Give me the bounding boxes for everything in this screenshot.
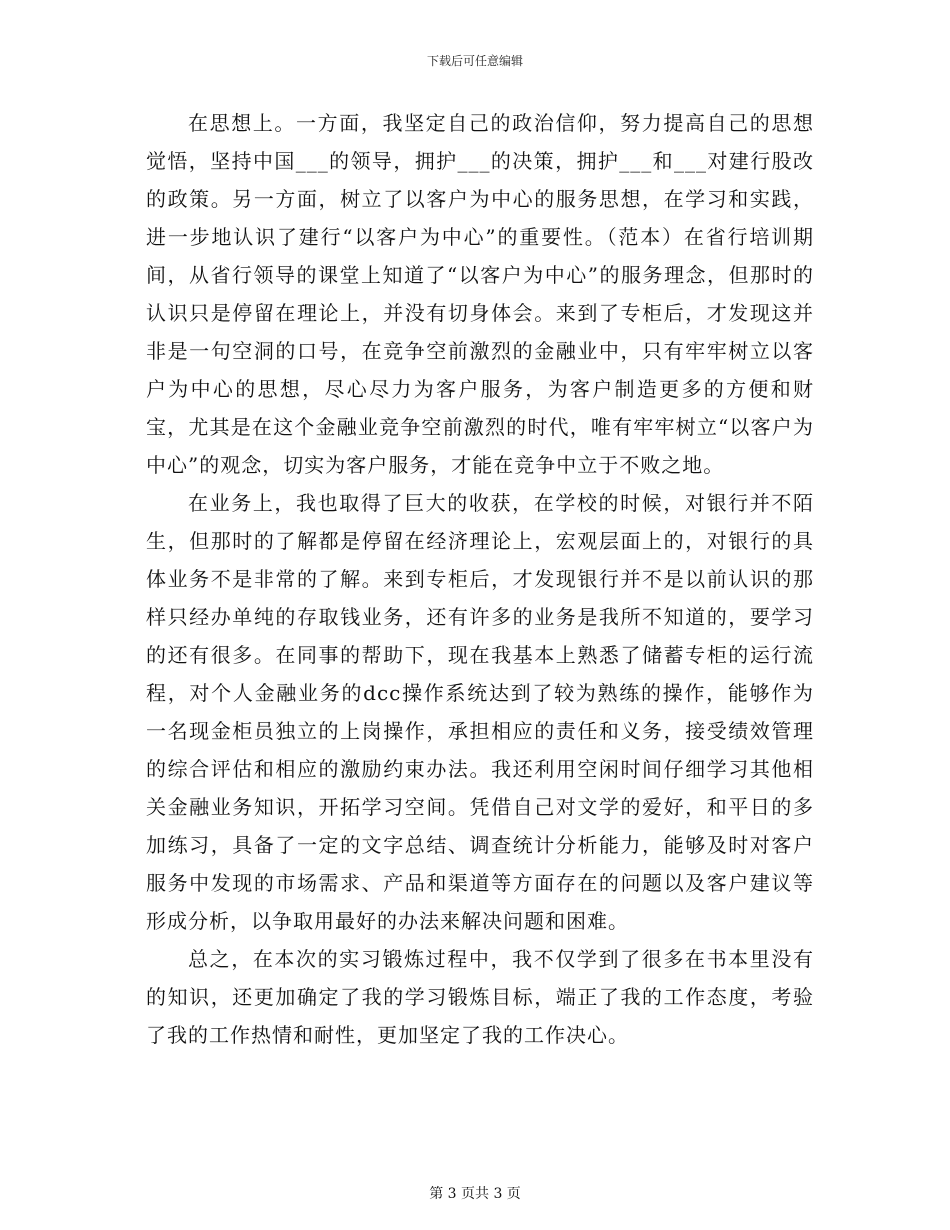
page-number: 第 3 页共 3 页	[429, 1186, 521, 1202]
paragraph-thought: 在思想上。一方面，我坚定自己的政治信仰，努力提高自己的思想觉悟，坚持中国___的领导，拥护___的决策，拥护___和___对建行股改的政策。另一方面，树立了以客户为中心的服务思想，在学习和实践，进一步地认识了建行“以客户为中心”的重要性。（范本）在省行培训期间，从省行领导的课堂上知道了“以客户为中心”的服务理念，但那时的认识只是停留在理论上，并没有切身体会。来到了专柜后，才发现这并非是一句空洞的口号，在竞争空前激烈的金融业中，只有牢牢树立以客户为中心的思想，尽心尽力为客户服务，为客户制造更多的方便和财宝，尤其是在这个金融业竞争空前激烈的时代，唯有牢牢树立“以客户为中心”的观念，切实为客户服务，才能在竞争中立于不败之地。	[146, 111, 814, 477]
paragraph-conclusion: 总之，在本次的实习锻炼过程中，我不仅学到了很多在书本里没有的知识，还更加确定了我的学习锻炼目标，端正了我的工作态度，考验了我的工作热情和耐性，更加坚定了我的工作决心。	[146, 947, 814, 1047]
paragraph-business: 在业务上，我也取得了巨大的收获，在学校的时候，对银行并不陌生，但那时的了解都是停留在经济理论上，宏观层面上的，对银行的具体业务不是非常的了解。来到专柜后，才发现银行并不是以前认识的那样只经办单纯的存取钱业务，还有许多的业务是我所不知道的，要学习的还有很多。在同事的帮助下，现在我基本上熟悉了储蓄专柜的运行流程，对个人金融业务的dcc操作系统达到了较为熟练的操作，能够作为一名现金柜员独立的上岗操作，承担相应的责任和义务，接受绩效管理的综合评估和相应的激励约束办法。我还利用空闲时间仔细学习其他相关金融业务知识，开拓学习空间。凭借自己对文学的爱好，和平日的多加练习，具备了一定的文字总结、调查统计分析能力，能够及时对客户服务中发现的市场需求、产品和渠道等方面存在的问题以及客户建议等形成分析，以争取用最好的办法来解决问题和困难。	[146, 491, 814, 933]
document-body	[146, 104, 814, 1054]
page-header-note: 下载后可任意编辑	[426, 54, 523, 68]
